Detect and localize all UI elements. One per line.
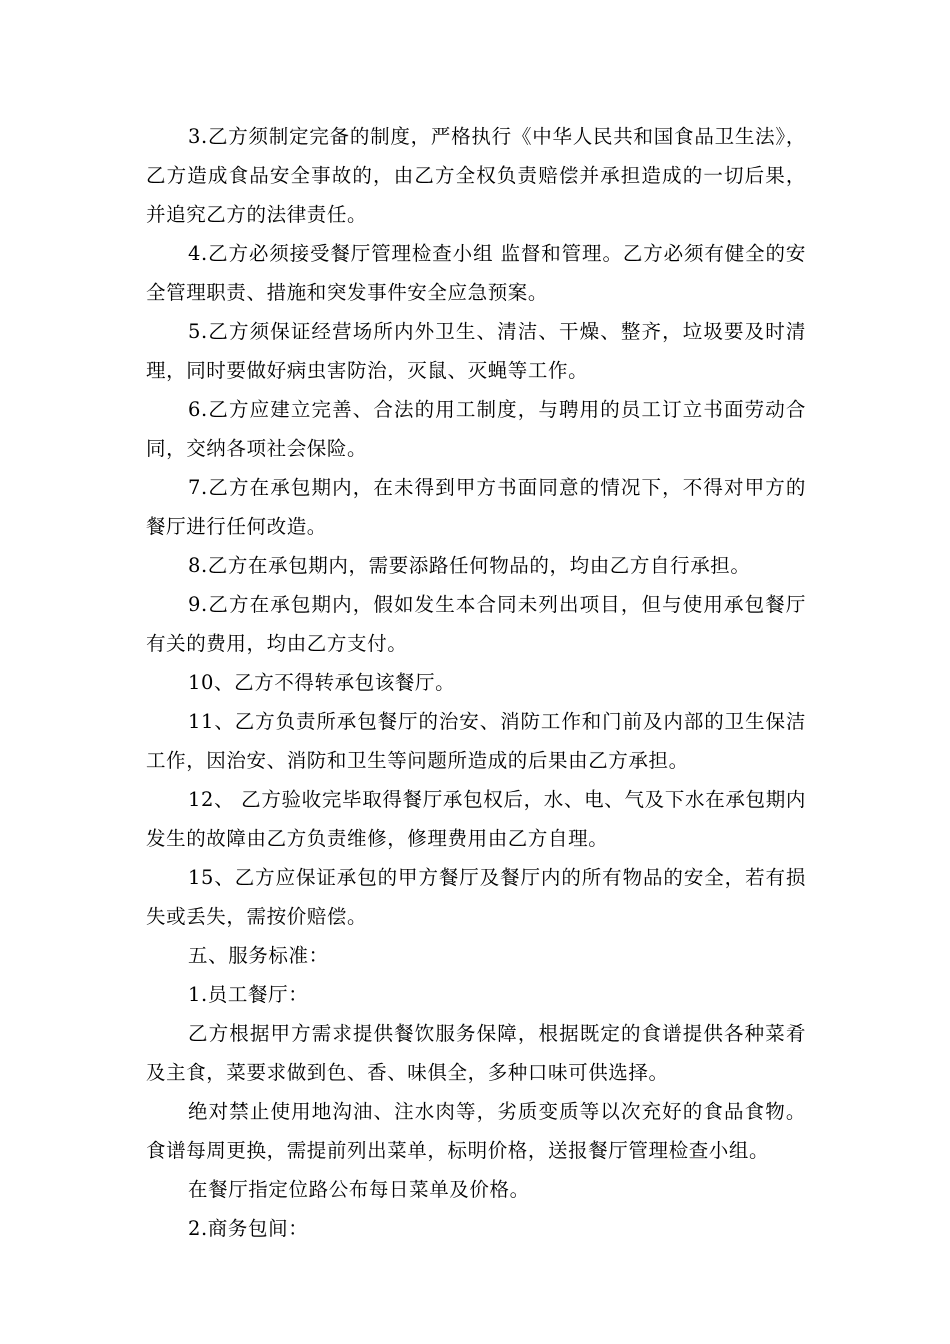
clause-4: 4.乙方必须接受餐厅管理检查小组 监督和管理。乙方必须有健全的安全管理职责、措施和突发事件安全应急预案。 xyxy=(146,242,806,304)
clause-3: 3.乙方须制定完备的制度，严格执行《中华人民共和国食品卫生法》，乙方造成食品安全事故的，由乙方全权负责赔偿并承担造成的一切后果，并追究乙方的法律责任。 xyxy=(146,125,806,226)
clause-15: 15、乙方应保证承包的甲方餐厅及餐厅内的所有物品的安全，若有损失或丢失，需按价赔偿。 xyxy=(146,866,806,928)
clause-8: 8.乙方在承包期内，需要添路任何物品的，均由乙方自行承担。 xyxy=(188,554,751,577)
clause-5: 5.乙方须保证经营场所内外卫生、清洁、干燥、整齐，垃圾要及时清理，同时要做好病虫害防治，灭鼠、灭蝇等工作。 xyxy=(146,320,806,382)
clause-7: 7.乙方在承包期内，在未得到甲方书面同意的情况下，不得对甲方的餐厅进行任何改造。 xyxy=(146,476,806,538)
clause-9: 9.乙方在承包期内，假如发生本合同未列出项目，但与使用承包餐厅有关的费用，均由乙方支付。 xyxy=(146,593,806,655)
clause-12: 12、 乙方验收完毕取得餐厅承包权后，水、电、气及下水在承包期内发生的故障由乙方负责维修，修理费用由乙方自理。 xyxy=(146,788,806,850)
staff-canteen-menu-paragraph: 乙方根据甲方需求提供餐饮服务保障，根据既定的食谱提供各种菜肴及主食，菜要求做到色、香、味俱全，多种口味可供选择。 xyxy=(146,1022,806,1084)
staff-canteen-menu-posting-paragraph: 在餐厅指定位路公布每日菜单及价格。 xyxy=(188,1178,530,1201)
subsection-business-room: 2.商务包间： xyxy=(188,1217,309,1240)
document-page xyxy=(146,117,806,1248)
staff-canteen-food-safety-paragraph: 绝对禁止使用地沟油、注水肉等，劣质变质等以次充好的食品食物。食谱每周更换，需提前列出菜单，标明价格，送报餐厅管理检查小组。 xyxy=(146,1100,806,1162)
subsection-staff-canteen: 1.员工餐厅： xyxy=(188,983,309,1006)
section-heading-service-standard: 五、服务标准： xyxy=(188,944,329,967)
clause-11: 11、乙方负责所承包餐厅的治安、消防工作和门前及内部的卫生保洁工作，因治安、消防和卫生等问题所造成的后果由乙方承担。 xyxy=(146,710,806,772)
clause-10: 10、乙方不得转承包该餐厅。 xyxy=(188,671,456,694)
clause-6: 6.乙方应建立完善、合法的用工制度，与聘用的员工订立书面劳动合同，交纳各项社会保险。 xyxy=(146,398,806,460)
